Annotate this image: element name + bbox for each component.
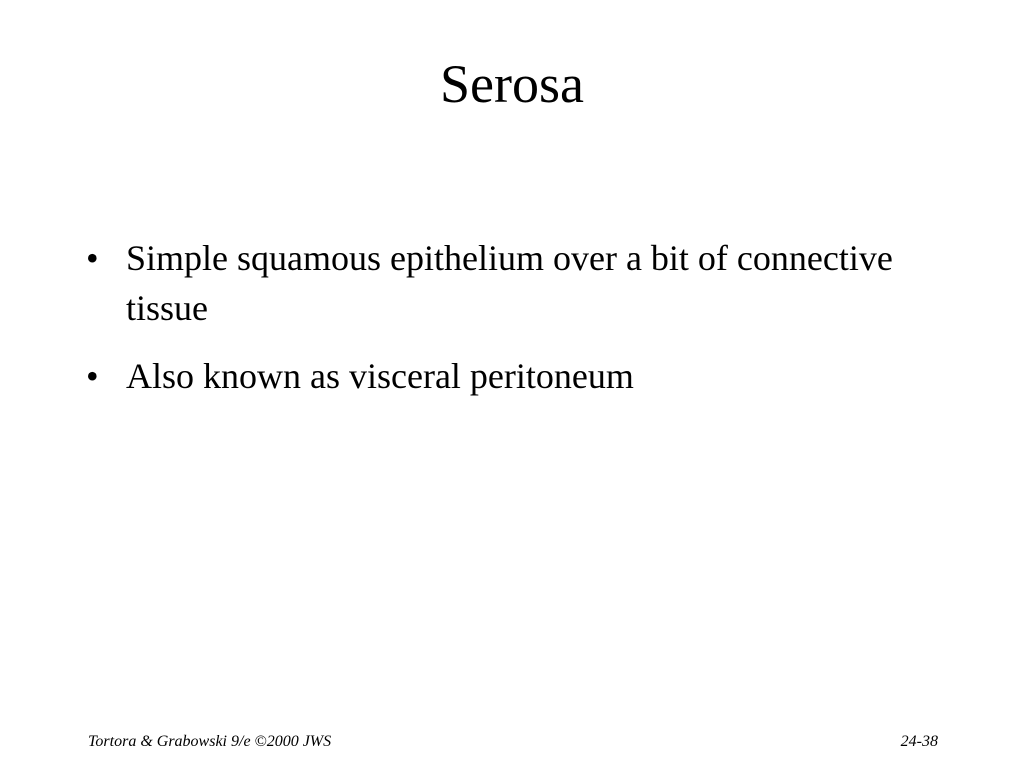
slide-number: 24-38 xyxy=(900,733,938,750)
bullet-item xyxy=(86,233,926,333)
bullet-list xyxy=(86,233,926,419)
bullet-text: Simple squamous epithelium over a bit of connective tissue xyxy=(126,238,893,328)
bullet-item xyxy=(86,351,926,401)
bullet-text: Also known as visceral peritoneum xyxy=(126,356,634,396)
slide-title: Serosa xyxy=(440,54,584,114)
bullet-icon: • xyxy=(86,238,99,278)
footer-citation: Tortora & Grabowski 9/e ©2000 JWS xyxy=(88,733,332,750)
bullet-icon: • xyxy=(86,356,99,396)
